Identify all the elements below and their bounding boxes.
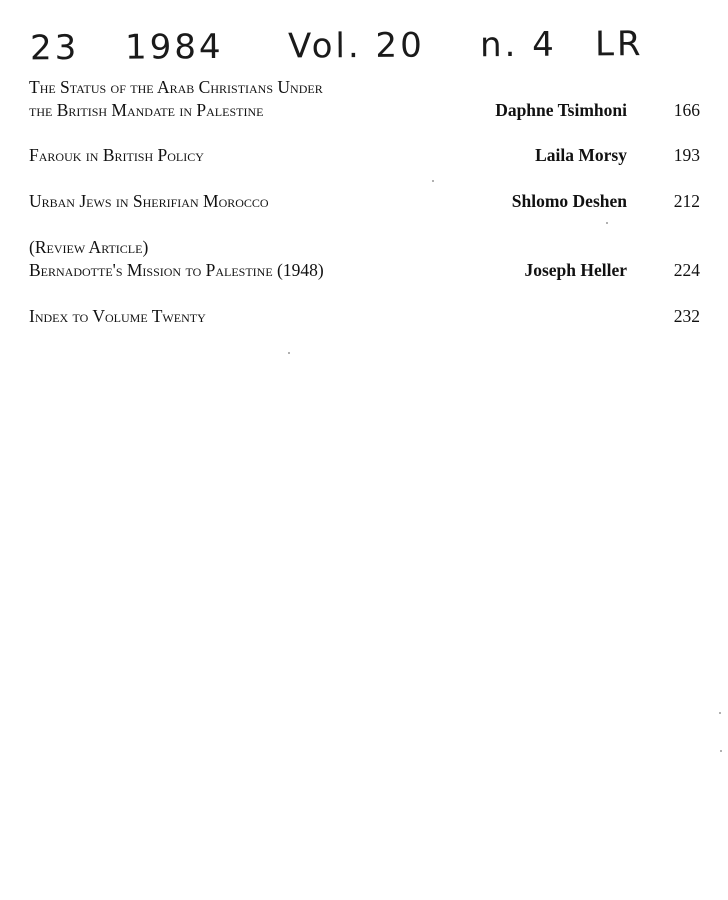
scan-speck xyxy=(719,712,721,714)
handwritten-number: 23 xyxy=(29,27,80,69)
handwritten-volume: Vol. 20 xyxy=(287,25,425,67)
toc-page-number: 193 xyxy=(673,145,700,165)
toc-author: Shlomo Deshen xyxy=(511,191,627,211)
handwritten-initials: LR xyxy=(594,24,644,65)
scan-speck xyxy=(288,352,290,354)
toc-author: Laila Morsy xyxy=(535,145,627,165)
toc-title-line: the British Mandate in Palestine xyxy=(29,100,264,120)
scan-speck xyxy=(606,222,608,224)
toc-title-line: Index to Volume Twenty xyxy=(29,306,206,326)
toc-title-line: Urban Jews in Sherifian Morocco xyxy=(29,191,269,211)
toc-title-line: Farouk in British Policy xyxy=(29,145,204,165)
handwritten-issue: n. 4 xyxy=(479,24,557,66)
scan-speck xyxy=(432,180,434,182)
toc-page-number: 232 xyxy=(673,306,700,326)
toc-title-line: Bernadotte's Mission to Palestine (1948) xyxy=(29,260,324,280)
toc-title-line: The Status of the Arab Christians Under xyxy=(29,77,323,97)
toc-page-number: 212 xyxy=(673,191,700,211)
toc-page-number: 166 xyxy=(673,100,700,120)
handwritten-year: 1984 xyxy=(124,26,224,68)
toc-title-line: (Review Article) xyxy=(29,237,149,257)
toc-author: Daphne Tsimhoni xyxy=(495,100,627,120)
toc-author: Joseph Heller xyxy=(524,260,627,280)
toc-page-number: 224 xyxy=(673,260,700,280)
scan-speck xyxy=(720,750,722,752)
